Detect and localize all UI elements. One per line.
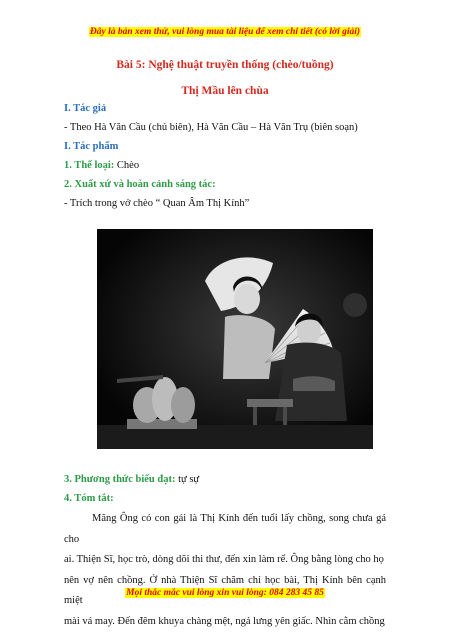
summary-line: Mãng Ông có con gái là Thị Kính đến tuổi lấy chồng, song chưa gả cho	[64, 513, 386, 545]
genre-label: 1. Thể loại:	[64, 160, 115, 171]
mode-label: 3. Phương thức biểu đạt:	[64, 474, 176, 485]
performance-photo-art	[97, 229, 373, 449]
work-title: Thị Mầu lên chùa	[181, 85, 269, 97]
genre-value: Chèo	[114, 160, 140, 171]
mode-value: tự sự	[175, 474, 200, 485]
contact-notice-text: Mọi thắc mắc vui lòng xin vui lòng: 084 283 45 85	[126, 588, 324, 598]
summary-line: mài vá may. Đến đêm khuya chàng mệt, ngả lưng yên giấc. Nhìn cằm chồng	[64, 615, 385, 627]
performance-photo	[97, 229, 373, 449]
preview-notice	[0, 27, 450, 37]
summary-heading: 4. Tóm tắt:	[64, 493, 114, 504]
lesson-title: Bài 5: Nghệ thuật truyền thống (chèo/tuồng)	[116, 59, 334, 71]
summary-line: nên vợ nên chồng. Ở nhà Thiện Sĩ chăm chỉ học bài, Thị Kính bên cạnh miệt	[64, 574, 386, 606]
author-text: - Theo Hà Văn Cầu (chủ biên), Hà Văn Cầu – Hà Văn Trụ (biên soạn)	[64, 122, 358, 133]
mode-line	[64, 474, 199, 485]
summary-line: ai. Thiện Sĩ, học trò, dòng dõi thi thư, đến xin làm rể. Ông bằng lòng cho họ	[64, 554, 384, 565]
summary-paragraph	[64, 509, 386, 632]
genre-line	[64, 160, 139, 171]
author-heading: I. Tác giả	[64, 103, 107, 114]
origin-text: - Trích trong vở chèo “ Quan Âm Thị Kính”	[64, 198, 250, 209]
work-heading: I. Tác phẩm	[64, 141, 119, 152]
preview-notice-text: Đây là bản xem thử, vui lòng mua tài liệu để xem chi tiết (có lời giải)	[89, 27, 361, 37]
contact-notice	[0, 588, 450, 598]
origin-heading: 2. Xuất xứ và hoàn cảnh sáng tác:	[64, 179, 216, 190]
